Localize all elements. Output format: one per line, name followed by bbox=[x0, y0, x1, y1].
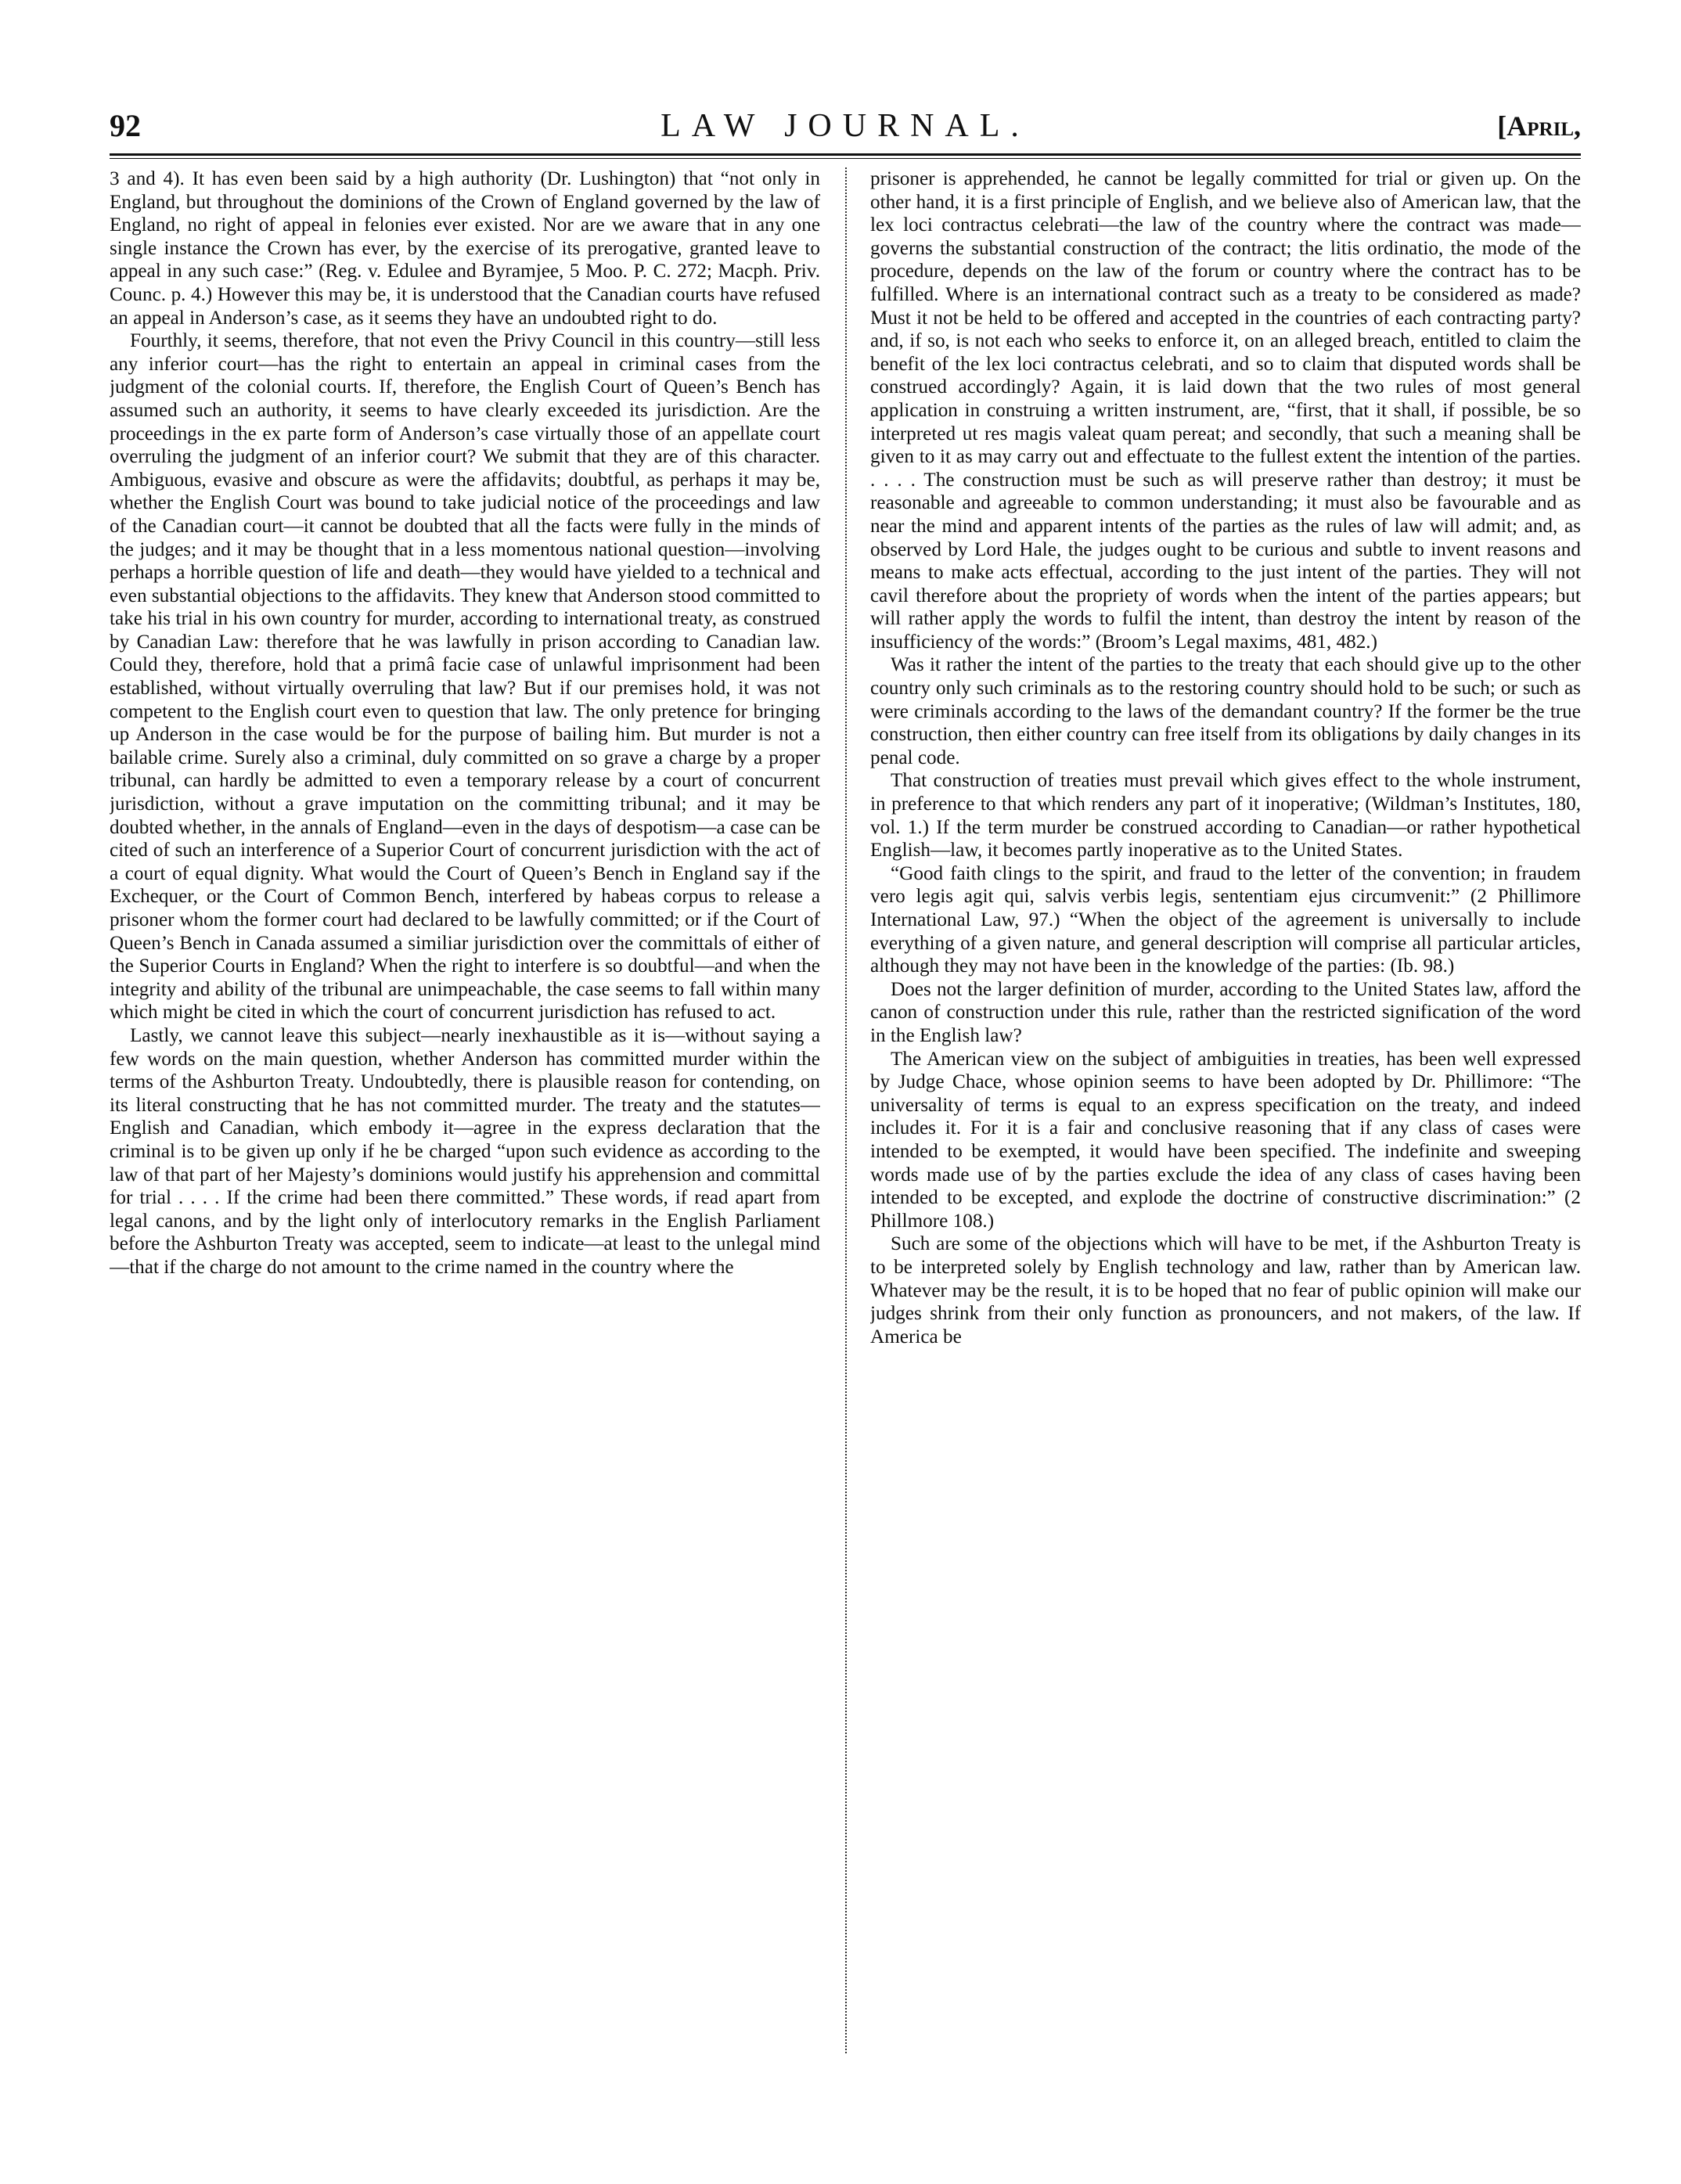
running-title: LAW JOURNAL. bbox=[661, 108, 1030, 144]
text-columns bbox=[110, 167, 1581, 2061]
running-month: [April, bbox=[1497, 110, 1581, 142]
paragraph: Fourthly, it seems, therefore, that not even the Privy Council in this country—still less any inferior court—has the right to entertain an appeal in criminal cases from the judgment of the colonial courts. If, therefore, the English Court of Queen’s Bench has assumed such an authority, it seems to have clearly exceeded its jurisdiction. Are the proceedings in the ex parte form of Anderson’s case virtually those of an appellate court overruling the judgment of an inferior court? We submit that they are of this character. Ambiguous, evasive and obscure as were the affidavits; doubtful, as perhaps it may be, whether the English Court was bound to take judicial notice of the proceedings and law of the Canadian court—it cannot be doubted that all the facts were fully in the minds of the judges; and it may be thought that in a less momentous national question—involving perhaps a horrible question of life and death—they would have yielded to a technical and even substantial objections to the affidavits. They knew that Anderson stood committed to take his trial in his own country for murder, according to international treaty, as construed by Canadian Law: therefore that he was lawfully in prison according to Canadian law. Could they, therefore, hold that a primâ facie case of unlawful imprisonment had been established, without virtually overruling that law? But if our premises hold, it was not competent to the English court even to question that law. The only pretence for bringing up Anderson in the case would be for the purpose of bailing him. But murder is not a bailable crime. Surely also a criminal, duly committed on so grave a charge by a proper tribunal, can hardly be admitted to even a temporary release by a court of concurrent jurisdiction, without a grave imputation on the committing tribunal; and it may be doubted whether, in the annals of England—even in the days of despotism—a case can be cited of such an interference of a Superior Court of concurrent jurisdiction with the act of a court of equal dignity. What would the Court of Queen’s Bench in England say if the Exchequer, or the Court of Common Bench, interfered by habeas corpus to release a prisoner whom the former court had declared to be lawfully committed; or if the Court of Queen’s Bench in Canada assumed a similiar jurisdiction over the committals of either of the Superior Courts in England? When the right to interfere is so doubtful—and when the integrity and ability of the tribunal are unimpeachable, the case seems to fall within many which might be cited in which the court of concurrent jurisdiction has refused to act. bbox=[110, 330, 820, 1024]
paragraph: Such are some of the objections which will have to be met, if the Ashburton Treaty is to be interpreted solely by English technology and law, rather than by American law. Whatever may be the result, it is to be hoped that no fear of public opinion will make our judges shrink from their only function as pronouncers, and not makers, of the law. If America be bbox=[870, 1233, 1581, 1347]
right-column bbox=[870, 167, 1581, 2061]
paragraph: Does not the larger definition of murder, according to the United States law, afford the canon of construction under this rule, rather than the restricted signification of the word in the English law? bbox=[870, 978, 1581, 1046]
paragraph: “Good faith clings to the spirit, and fraud to the letter of the convention; in fraudem vero legis agit qui, salvis verbis legis, sententiam ejus circumvenit:” (2 Phillimore International Law, 97.) “When the object of the agreement is universally to include everything of a given nature, and general description will comprise all particular articles, although they may not have been in the knowledge of the parties: (Ib. 98.) bbox=[870, 862, 1581, 977]
paragraph: prisoner is apprehended, he cannot be legally committed for trial or given up. On the other hand, it is a first principle of English, and we believe also of American law, that the lex loci contractus celebrati—the law of the country where the contract was made—governs the substantial construction of the contract; the litis ordinatio, the mode of the procedure, depends on the law of the forum or country where the contract has to be fulfilled. Where is an international contract such as a treaty to be considered as made? Must it not be held to be offered and accepted in the countries of each contracting party? and, if so, is not each who seeks to enforce it, on an alleged breach, entitled to claim the benefit of the lex loci contractus celebrati, and so to claim that disputed words shall be construed accordingly? Again, it is laid down that the two rules of most general application in construing a written instrument, are, “first, that it shall, if possible, be so interpreted ut res magis valeat quam pereat; and secondly, that such a meaning shall be given to it as may carry out and effectuate to the fullest extent the intention of the parties. . . . . The construction must be such as will preserve rather than destroy; it must be reasonable and agreeable to common understanding; it must also be favourable and as near the mind and apparent intents of the parties as the rules of law will admit; and, as observed by Lord Hale, the judges ought to be curious and subtle to invent reasons and means to make acts effectual, according to the just intent of the parties. They will not cavil therefore about the propriety of words when the intent of the parties appears; but will rather apply the words to fulfil the intent, than destroy the intent by reason of the insufficiency of the words:” (Broom’s Legal maxims, 481, 482.) bbox=[870, 168, 1581, 653]
left-column bbox=[110, 167, 820, 2061]
paragraph: Lastly, we cannot leave this subject—nearly inexhaustible as it is—without saying a few words on the main question, whether Anderson has committed murder within the terms of the Ashburton Treaty. Undoubtedly, there is plausible reason for contending, on its literal constructing that he has not committed murder. The treaty and the statutes—English and Canadian, which embody it—agree in the express declaration that the criminal is to be given up only if he be charged “upon such evidence as according to the law of that part of her Majesty’s dominions would justify his apprehension and committal for trial . . . . If the crime had been there committed.” These words, if read apart from legal canons, and by the light only of interlocutory remarks in the English Parliament before the Ashburton Treaty was accepted, seem to indicate—at least to the unlegal mind—that if the charge do not amount to the crime named in the country where the bbox=[110, 1024, 820, 1278]
header-rule bbox=[110, 153, 1581, 159]
column-divider bbox=[845, 167, 847, 2053]
paragraph: The American view on the subject of ambiguities in treaties, has been well expressed by Judge Chace, whose opinion seems to have been adopted by Dr. Phillimore: “The universality of terms is equal to an express specification on the treaty, and indeed includes it. For it is a fair and conclusive reasoning that if any class of cases were intended to be exempted, it would have been specified. The indefinite and sweeping words made use of by the parties exclude the idea of any class of cases having been intended to be excepted, and explode the doctrine of constructive discrimination:” (2 Phillmore 108.) bbox=[870, 1048, 1581, 1232]
page-number: 92 bbox=[110, 108, 141, 143]
paragraph: That construction of treaties must prevail which gives effect to the whole instrument, in preference to that which renders any part of it inoperative; (Wildman’s Institutes, 180, vol. 1.) If the term murder be construed according to Canadian—or rather hypothetical English—law, it becomes partly inoperative as to the United States. bbox=[870, 770, 1581, 862]
page-header bbox=[110, 100, 1581, 152]
paragraph: 3 and 4). It has even been said by a high authority (Dr. Lushington) that “not only in England, but throughout the dominions of the Crown of England governed by the law of England, no right of appeal in felonies ever existed. Nor are we aware that in any one single instance the Crown has ever, by the exercise of its prerogative, granted leave to appeal in any such case:” (Reg. v. Edulee and Byramjee, 5 Moo. P. C. 272; Macph. Priv. Counc. p. 4.) However this may be, it is understood that the Canadian courts have refused an appeal in Anderson’s case, as it seems they have an undoubted right to do. bbox=[110, 168, 820, 329]
paragraph: Was it rather the intent of the parties to the treaty that each should give up to the other country only such criminals as to the restoring country should hold to be such; or such as were criminals according to the laws of the demandant country? If the former be the true construction, then either country can free itself from its obligations by daily changes in its penal code. bbox=[870, 654, 1581, 768]
